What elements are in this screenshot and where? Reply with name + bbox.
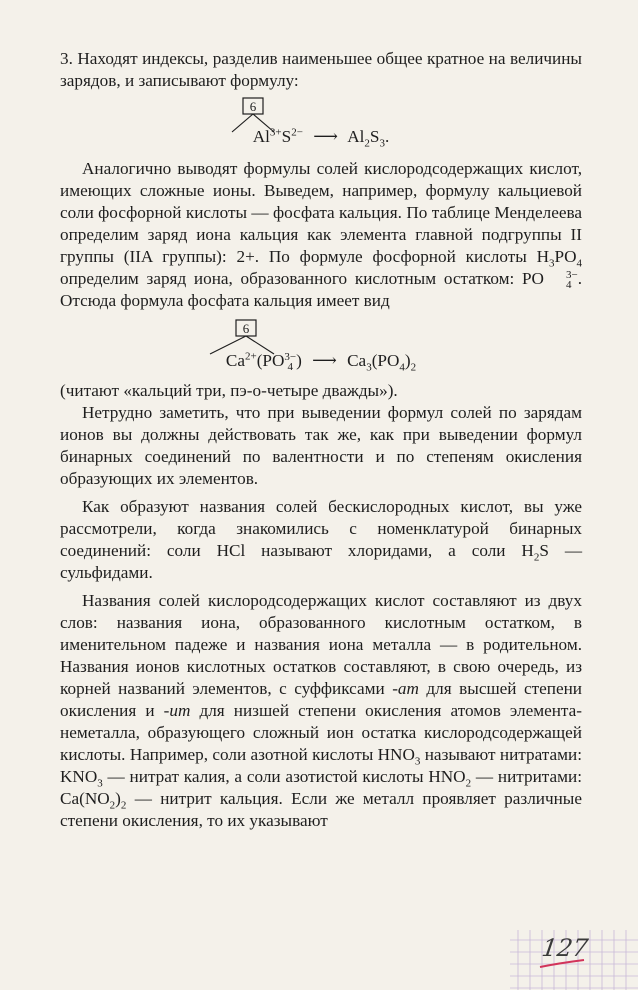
page-content	[60, 48, 582, 832]
product-formula: $Al_2S_3$.	[347, 127, 390, 150]
formula-line: $Ca^{2+}(PO$ 3− 4 ) ⟶ $Ca_3(PO_4)_2$	[225, 350, 417, 374]
phosphate-ion: PO 3− 4	[522, 269, 578, 292]
page-number: 127	[540, 934, 590, 962]
product-formula: $Ca_3(PO_4)_2$	[347, 351, 417, 374]
page-number-area	[510, 930, 638, 990]
s-ion: S	[281, 127, 292, 146]
arrow-icon: ⟶	[313, 127, 338, 146]
kno3-formula: $KNO_3$	[60, 767, 103, 790]
po4-ion: PO	[262, 351, 285, 370]
formula-al2s3	[60, 94, 582, 152]
lcm-value: 6	[249, 99, 257, 114]
ca-ion: Ca	[225, 351, 245, 370]
suffix-at: -ат	[392, 679, 419, 699]
ca-no2-2-formula: $Ca(NO_2)_2$	[60, 789, 127, 812]
suffix-it: -ит	[163, 701, 191, 721]
paragraph-binary-salts: Как образуют названия солей бескислородных кислот, вы уже рассмотрели, когда знакомились с номенклатурой бинарных соединений: соли HCl называют хлоридами, а соли $H_2S$ — сульфидами.	[60, 497, 583, 583]
paragraph-oxysalt-names: Названия солей кислородсодержащих кислот составляют из двух слов: названия иона, образованного кислотным остатком, в именительном падеже и названия иона металла — в родительном. Названия ионов кислотных остатков составляют, в свою очередь, из корней названий элементов, с суффиксами -ат для высшей степени окисления и -ит для низшей степени окисления атомов элемента-неметалла, образующего сложный ион остатка кислородсодержащей кислоты. Например, соли азотной кислоты $HNO_3$ называют нитратами: $KNO_3$ — нитрат калия, а соли азотистой кислоты $HNO_2$ — нитритами: $Ca(NO_2)_2$ — нитрит кальция. Если же металл проявляет различные степени окисления, то их указывают	[60, 591, 583, 831]
paragraph-phosphate: Аналогично выводят формулы солей кислородсодержащих кислот, имеющих сложные ионы. Выведем, например, формулу кальциевой соли фосфорной кислоты — фосфата кальция. По таблице Менделеева определим заряд иона кальция как элемента главной подгруппы II группы (IIA группы): 2+. По формуле фосфорной кислоты $H_3PO_4$ определим заряд иона, образованного кислотным остатком: PO 3− 4 . Отсюда формула фосфата кальция имеет вид	[60, 159, 582, 311]
arrow-icon: ⟶	[312, 351, 337, 370]
paragraph-step-3: 3. Находят индексы, разделив наименьшее общее кратное на величины зарядов, и записывают формулу:	[60, 49, 582, 90]
hno2-formula: $HNO_2$	[428, 767, 472, 790]
h2s-formula: $H_2S$	[521, 541, 549, 564]
paragraph-note: Нетрудно заметить, что при выведении формул солей по зарядам ионов вы должны действовать так же, как при выведении формул бинарных соединений по валентности и по степеням окисления образующих их элементов.	[60, 403, 582, 489]
formula-ca3po42	[60, 316, 582, 376]
lcm-value: 6	[242, 321, 250, 337]
al-ion: Al	[252, 127, 270, 146]
phosphoric-acid-formula: $H_3PO_4$	[536, 247, 582, 270]
hno3-formula: $HNO_3$	[377, 745, 421, 768]
formula-line: $Al^{3+}S^{2-}$ ⟶ $Al_2S_3$.	[252, 126, 390, 150]
paragraph-reading: (читают «кальций три, пэ-о-четыре дважды»).	[60, 381, 398, 401]
